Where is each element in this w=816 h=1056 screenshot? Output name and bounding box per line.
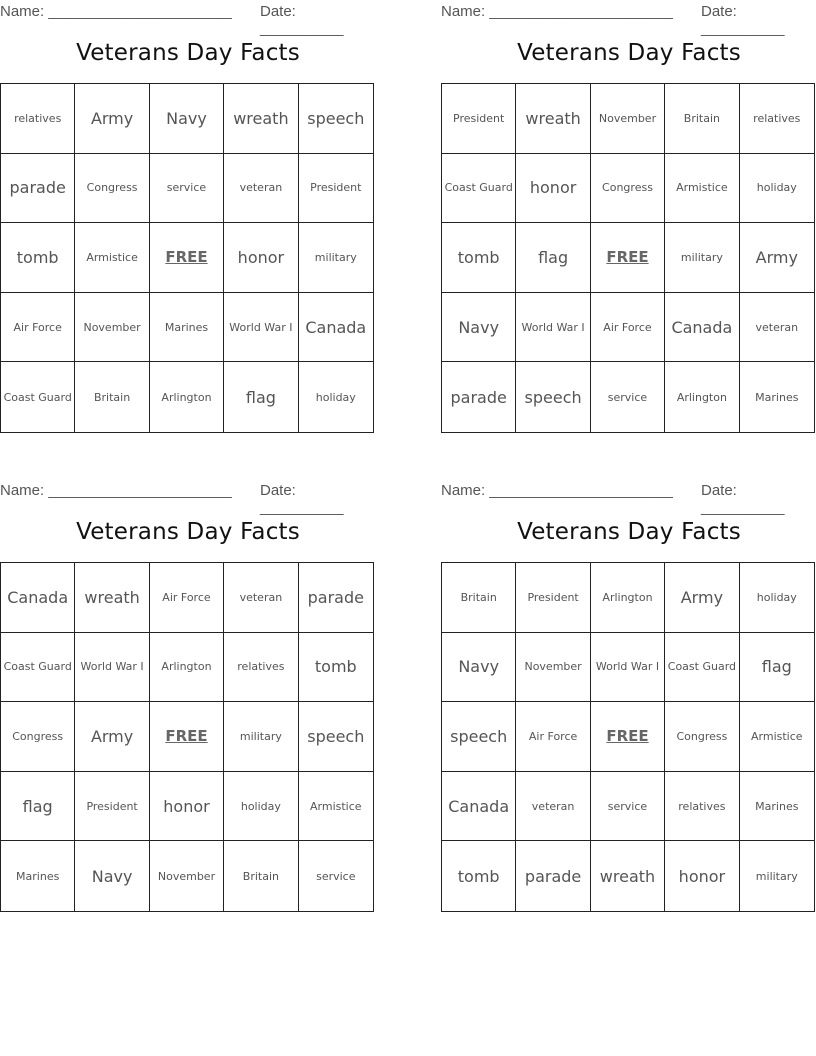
bingo-cell: Congress (591, 154, 665, 224)
bingo-cell: tomb (442, 841, 516, 911)
bingo-cell: Navy (442, 633, 516, 703)
card-header (441, 0, 816, 37)
bingo-cell: service (316, 869, 356, 883)
bingo-cell: President (299, 154, 373, 224)
bingo-cell: speech (442, 702, 516, 772)
bingo-cell: Arlington (150, 362, 224, 432)
bingo-cell: Marines (740, 772, 814, 842)
bingo-cell: holiday (740, 563, 814, 633)
bingo-cell: holiday (315, 390, 356, 404)
bingo-cell: Army (75, 84, 149, 154)
bingo-cell: veteran (740, 293, 814, 363)
bingo-cell: honor (665, 841, 739, 911)
bingo-grid (441, 83, 815, 433)
bingo-card-4 (441, 479, 816, 919)
bingo-cell: Coast Guard (1, 633, 75, 703)
bingo-cell: Congress (1, 702, 75, 772)
bingo-cell: service (591, 772, 665, 842)
bingo-cell: World War I (591, 633, 665, 703)
card-header (0, 0, 376, 37)
bingo-cell: Coast Guard (442, 154, 516, 224)
bingo-cell: parade (442, 362, 516, 432)
bingo-cell: military (755, 869, 798, 883)
bingo-cell: Army (665, 563, 739, 633)
bingo-cell: World War I (75, 633, 149, 703)
date-field: Date: __________ (260, 3, 344, 37)
bingo-cell: parade (1, 154, 75, 224)
bingo-cell: flag (740, 633, 814, 703)
date-field: Date: __________ (701, 3, 785, 37)
bingo-cell: tomb (299, 633, 373, 703)
card-title: Veterans Day Facts (76, 40, 300, 66)
bingo-cell: Britain (665, 84, 739, 154)
bingo-cell: President (442, 84, 516, 154)
name-field: Name: ______________________ (441, 3, 673, 20)
name-field: Name: ______________________ (0, 3, 232, 20)
bingo-cell: Congress (75, 154, 149, 224)
bingo-cell: Arlington (665, 362, 739, 432)
bingo-cell: Army (740, 223, 814, 293)
bingo-cell: honor (516, 154, 590, 224)
bingo-cell: military (665, 223, 739, 293)
bingo-cell: wreath (75, 563, 149, 633)
bingo-cell: service (150, 154, 224, 224)
bingo-cell: veteran (224, 154, 298, 224)
date-field: Date: __________ (260, 482, 344, 516)
bingo-cell: Canada (665, 293, 739, 363)
bingo-cell: Armistice (740, 702, 814, 772)
bingo-cell: Canada (299, 293, 373, 363)
bingo-cell: military (299, 223, 373, 293)
bingo-grid (441, 562, 815, 912)
bingo-cell: honor (150, 772, 224, 842)
bingo-cell: speech (299, 84, 373, 154)
bingo-cell: World War I (224, 293, 298, 363)
bingo-cell: Britain (75, 362, 149, 432)
date-field: Date: __________ (701, 482, 785, 516)
card-title: Veterans Day Facts (517, 40, 741, 66)
bingo-cell: wreath (516, 84, 590, 154)
bingo-cell: Armistice (299, 772, 373, 842)
bingo-cell: Marines (1, 841, 75, 911)
bingo-cell: wreath (591, 841, 665, 911)
bingo-cell: Britain (224, 841, 298, 911)
bingo-cell: Armistice (665, 154, 739, 224)
bingo-cell: speech (299, 702, 373, 772)
bingo-cell: Britain (442, 563, 516, 633)
bingo-cell: tomb (1, 223, 75, 293)
bingo-cell: Arlington (591, 563, 665, 633)
bingo-cell: veteran (224, 563, 298, 633)
bingo-card-2 (441, 0, 816, 440)
bingo-cell: Coast Guard (665, 633, 739, 703)
bingo-cell: flag (1, 772, 75, 842)
bingo-cell: Navy (442, 293, 516, 363)
bingo-cell: World War I (516, 293, 590, 363)
bingo-cell: Marines (755, 390, 799, 404)
bingo-cell: Air Force (516, 702, 590, 772)
bingo-cell: flag (224, 362, 298, 432)
bingo-cell: November (591, 84, 665, 154)
bingo-cell: Armistice (75, 223, 149, 293)
bingo-cell: wreath (224, 84, 298, 154)
bingo-cell: Navy (150, 84, 224, 154)
bingo-cell: holiday (740, 154, 814, 224)
bingo-cell: President (75, 772, 149, 842)
bingo-cell: holiday (224, 772, 298, 842)
free-space: FREE (591, 702, 665, 772)
bingo-cell: Congress (665, 702, 739, 772)
card-title: Veterans Day Facts (517, 519, 741, 545)
bingo-grid (0, 83, 374, 433)
bingo-cell: Navy (75, 841, 149, 911)
bingo-cell: veteran (516, 772, 590, 842)
bingo-cell: relatives (665, 772, 739, 842)
bingo-card-3 (0, 479, 376, 919)
bingo-cell: November (516, 633, 590, 703)
bingo-cell: relatives (1, 84, 75, 154)
free-space: FREE (150, 702, 224, 772)
name-field: Name: ______________________ (441, 482, 673, 499)
free-space: FREE (150, 223, 224, 293)
bingo-grid (0, 562, 374, 912)
bingo-cell: Army (75, 702, 149, 772)
card-title: Veterans Day Facts (76, 519, 300, 545)
name-field: Name: ______________________ (0, 482, 232, 499)
bingo-cell: November (150, 841, 224, 911)
bingo-cell: Canada (1, 563, 75, 633)
bingo-cell: Air Force (591, 293, 665, 363)
bingo-card-1 (0, 0, 376, 440)
card-header (0, 479, 376, 516)
bingo-cell: Coast Guard (1, 362, 75, 432)
bingo-cell: military (224, 702, 298, 772)
bingo-cell: honor (224, 223, 298, 293)
bingo-cell: Arlington (150, 633, 224, 703)
bingo-cell: Marines (150, 293, 224, 363)
bingo-cell: parade (516, 841, 590, 911)
bingo-cell: Air Force (1, 293, 75, 363)
bingo-cell: Air Force (150, 563, 224, 633)
bingo-cell: service (591, 362, 665, 432)
bingo-cell: relatives (224, 633, 298, 703)
bingo-cell: flag (516, 223, 590, 293)
bingo-cell: tomb (442, 223, 516, 293)
bingo-cell: President (516, 563, 590, 633)
card-header (441, 479, 816, 516)
free-space: FREE (591, 223, 665, 293)
bingo-cell: parade (299, 563, 373, 633)
bingo-cell: Canada (442, 772, 516, 842)
bingo-cell: November (75, 293, 149, 363)
bingo-cell: relatives (740, 84, 814, 154)
bingo-cell: speech (516, 362, 590, 432)
